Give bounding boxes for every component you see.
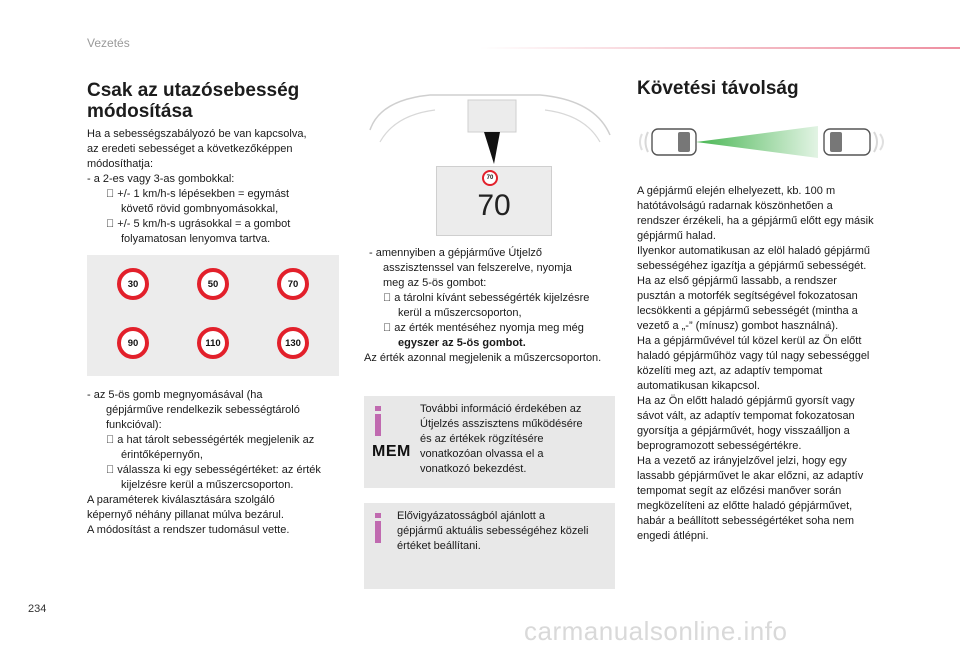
middle-list-item: kerül a műszercsoporton,: [398, 307, 522, 319]
middle-after: Az érték azonnal megjelenik a műszercsoporton.: [364, 352, 602, 364]
intro-line: Ha a sebességszabályozó be van kapcsolva,: [87, 128, 307, 140]
right-line: közelíti meg azt, az adaptív tempomat: [637, 365, 823, 377]
right-line: Ha a gépjárművével túl közel kerül az Ön előtt: [637, 335, 862, 347]
middle-lead-line: - amennyiben a gépjárműve Útjelző: [369, 247, 543, 259]
right-line: tempomat segít az előzési manőver során: [637, 485, 842, 497]
speed-sign-icon: 70: [482, 170, 498, 186]
intro-line: az eredeti sebességet a következőképpen: [87, 143, 293, 155]
right-line: lecsökkenti a gépjármű sebességét (mintha a: [637, 305, 858, 317]
section-header: Vezetés: [87, 36, 130, 50]
middle-list-item: az érték mentéséhez nyomja meg még: [383, 322, 573, 334]
right-line: gyorsítja a gépjárművét, hogy visszaálljon a: [637, 425, 850, 437]
list1-item: követő rövid gombnyomásokkal,: [121, 203, 279, 215]
middle-list-item: a tárolni kívánt sebességérték kijelzésre: [383, 292, 579, 304]
info1-line: Útjelzés asszisztens működésére: [420, 418, 583, 430]
info2-text: [397, 509, 612, 554]
watermark: carmanualsonline.info: [524, 616, 788, 646]
info1-line: További információ érdekében az: [420, 403, 582, 415]
following-distance-illustration: [638, 120, 888, 164]
info2-line: gépjármű aktuális sebességéhez közeli: [397, 525, 589, 537]
list1-item: +/- 5 km/h-s ugrásokkal = a gombot: [106, 218, 280, 230]
info-box-mem: [364, 396, 615, 488]
left-title: [87, 80, 299, 122]
list2-item: válassza ki egy sebességértéket: az érték: [106, 464, 310, 476]
outro-line: képernyő néhány pillanat múlva bezárul.: [87, 509, 284, 521]
page-number: 234: [28, 603, 47, 615]
outro-line: A paraméterek kiválasztására szolgáló: [87, 494, 275, 506]
right-line: beprogramozott sebességértékre.: [637, 440, 802, 452]
mem-label: MEM: [372, 443, 411, 460]
list1-item: +/- 1 km/h-s lépésekben = egymást: [106, 188, 278, 200]
cluster-display: [436, 166, 552, 236]
info-icon: [375, 414, 381, 436]
right-line: Ha az Ön előtt haladó gépjármű gyorsít vagy: [637, 395, 855, 407]
header-divider: [480, 47, 960, 49]
left-title-line1: Csak az utazósebesség: [87, 80, 300, 101]
info1-text: [420, 402, 610, 477]
list2-item: gépjárműve rendelkezik sebességtároló: [106, 404, 300, 416]
info2-line: értéket beállítani.: [397, 540, 481, 552]
middle-list: [364, 246, 619, 366]
speed-sign-icon: 130: [277, 327, 309, 359]
right-line: vezető a „-” (mínusz) gombot használná).: [637, 320, 839, 332]
info-box-advice: [364, 503, 615, 589]
list1-lead: - a 2-es vagy 3-as gombokkal:: [87, 173, 235, 185]
middle-list-item: egyszer az 5-ös gombot.: [398, 337, 526, 349]
list2-item: érintőképernyőn,: [121, 449, 203, 461]
right-line: rendszer érzékeli, ha a gépjármű előtt egy másik: [637, 215, 874, 227]
right-line: hatótávolságú radarnak köszönhetően a: [637, 200, 833, 212]
right-line: sebességéhez igazítja a gépjármű sebességét.: [637, 260, 867, 272]
list2-item: kijelzésre kerül a műszercsoporton.: [121, 479, 294, 491]
info1-line: vonatkozó bekezdést.: [420, 463, 527, 475]
info2-line: Elővigyázatosságból ajánlott a: [397, 510, 545, 522]
left-list2: [87, 388, 352, 538]
right-line: habár a beállított sebességértéket soha nem: [637, 515, 855, 527]
left-title-line2: módosítása: [87, 101, 193, 122]
list2-item: funkcióval):: [106, 419, 162, 431]
intro-line: módosíthatja:: [87, 158, 154, 170]
right-line: lassabb gépjárművet le akar előzni, az adaptív: [637, 470, 864, 482]
left-intro: [87, 127, 347, 247]
speed-sign-icon: 30: [117, 268, 149, 300]
middle-lead-line: asszisztenssel van felszerelve, nyomja: [383, 262, 572, 274]
right-line: pusztán a motorfék segítségével fokozatosan: [637, 290, 858, 302]
speed-sign-icon: 110: [197, 327, 229, 359]
right-line: sávot vált, az adaptív tempomat fokozatosan: [637, 410, 855, 422]
right-line: A gépjármű elején elhelyezett, kb. 100 m: [637, 185, 836, 197]
speed-sign-icon: 70: [277, 268, 309, 300]
right-body: [637, 184, 922, 544]
speed-signs-panel: [87, 255, 339, 376]
speed-sign-icon: 50: [197, 268, 229, 300]
right-title: Követési távolság: [637, 78, 799, 99]
middle-lead-line: meg az 5-ös gombot:: [383, 277, 487, 289]
right-line: Ha a vezető az irányjelzővel jelzi, hogy egy: [637, 455, 847, 467]
info1-line: és az értékek rögzítésére: [420, 433, 544, 445]
right-line: haladó gépjárműhöz vagy túl nagy sebességgel: [637, 350, 870, 362]
info1-line: vonatkozóan olvassa el a: [420, 448, 544, 460]
list2-lead: - az 5-ös gomb megnyomásával (ha: [87, 389, 263, 401]
list2-item: a hat tárolt sebességérték megjelenik az: [106, 434, 303, 446]
list1-item: folyamatosan lenyomva tartva.: [121, 233, 271, 245]
display-speed-value: 70: [477, 189, 511, 222]
right-line: Ha az első gépjármű lassabb, a rendszer: [637, 275, 837, 287]
right-line: gépjármű halad.: [637, 230, 716, 242]
outro-line: A módosítást a rendszer tudomásul vette.: [87, 524, 290, 536]
info-icon: [375, 521, 381, 543]
speed-sign-icon: 90: [117, 327, 149, 359]
right-line: Ilyenkor automatikusan az elöl haladó gépjármű: [637, 245, 870, 257]
right-line: megközelíteni az előtte haladó gépjárművet,: [637, 500, 853, 512]
right-line: automatikusan kikapcsol.: [637, 380, 760, 392]
right-line: engedi átlépni.: [637, 530, 709, 542]
